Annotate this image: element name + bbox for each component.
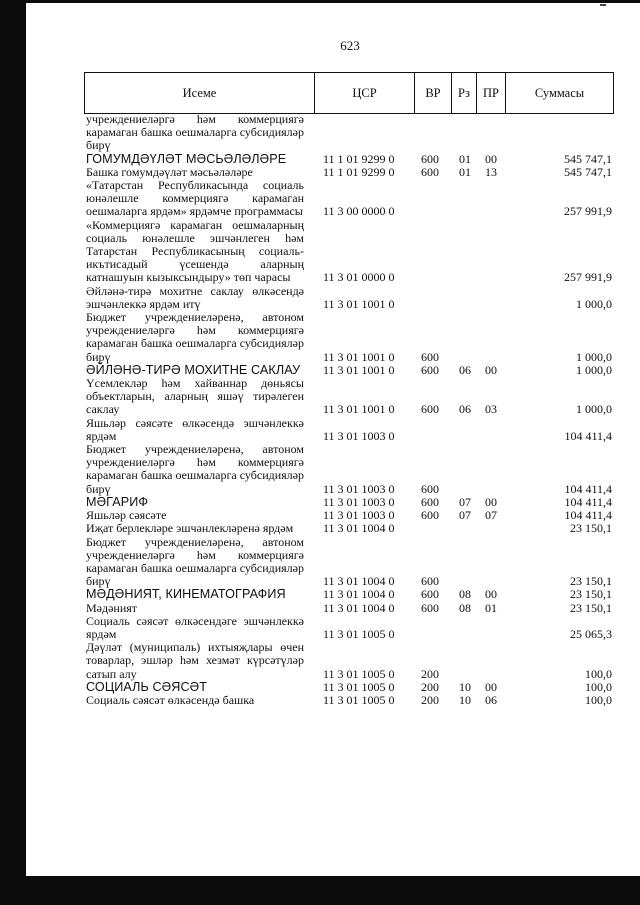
row-sum: 23 150,1 [570, 587, 612, 602]
row-sum: 545 747,1 [564, 164, 612, 179]
table-row [86, 311, 614, 364]
table-row [86, 522, 614, 535]
row-sum: 1 000,0 [576, 296, 612, 311]
row-name: Бюджет учреждениеләренә, автоном учреждениеләргә һәм коммерциягә карамаган башка оешмаларга субсидияләр бирү [86, 534, 304, 589]
row-pr: 07 [485, 508, 497, 523]
header-csr: ЦСР [315, 73, 415, 113]
row-name: учреждениеләргә һәм коммерциягә карамаган башка оешмаларга субсидияләр бирү [86, 112, 304, 153]
row-name: Социаль сәясәт өлкәсендәге эшчәнлеккә ярдәм [86, 613, 304, 641]
table-row [86, 285, 614, 311]
table-row [86, 602, 614, 615]
row-sum: 257 991,9 [564, 270, 612, 285]
row-name: Иҗат берлекләре эшчәнлекләренә ярдәм [86, 521, 294, 536]
row-pr: 00 [485, 587, 497, 602]
row-sum: 23 150,1 [570, 521, 612, 536]
scan-top-border [26, 0, 640, 3]
row-sum: 25 065,3 [570, 626, 612, 641]
page-number: 623 [340, 38, 360, 53]
row-csr: 11 3 01 0000 0 [323, 270, 395, 285]
table-row [86, 377, 614, 417]
row-csr: 11 3 01 1003 0 [323, 428, 395, 443]
row-sum: 100,0 [585, 692, 612, 707]
row-name: ГОМУМДӘҮЛӘТ МӘСЬӘЛӘЛӘРЕ [86, 151, 287, 166]
row-vr: 600 [421, 494, 439, 509]
row-vr: 600 [421, 362, 439, 377]
row-rz: 07 [459, 494, 471, 509]
row-csr: 11 3 01 1001 0 [323, 349, 395, 364]
scan-mark [600, 4, 606, 6]
row-name: «Коммерциягә карамаган оешмаларның социаль юнәлешле эшчәнлеген һәм Татарстан Республикасының социаль-икътисадый үсешендә аларның катнашуын кызыксындыру» төп чарасы [86, 217, 304, 285]
row-sum: 104 411,4 [564, 481, 612, 496]
header-pr: ПР [477, 73, 506, 113]
row-name: Яшьләр сәясәте [86, 508, 167, 523]
row-vr: 600 [421, 481, 439, 496]
row-sum: 104 411,4 [564, 494, 612, 509]
row-name: МӘДӘНИЯТ, КИНЕМАТОГРАФИЯ [86, 587, 286, 602]
row-vr: 200 [421, 679, 439, 694]
scan-left-border [0, 0, 26, 905]
row-csr: 11 3 01 1005 0 [323, 626, 395, 641]
row-csr: 11 3 01 1001 0 [323, 296, 395, 311]
row-csr: 11 3 01 1005 0 [323, 692, 395, 707]
row-vr: 600 [421, 574, 439, 589]
row-vr: 600 [421, 349, 439, 364]
row-csr: 11 3 01 1001 0 [323, 362, 395, 377]
header-rz: Рз [452, 73, 477, 113]
row-name: Бюджет учреждениеләренә, автоном учреждениеләргә һәм коммерциягә карамаган башка оешмаларга субсидияләр бирү [86, 310, 304, 364]
row-vr: 600 [421, 164, 439, 179]
row-pr: 13 [485, 164, 497, 179]
row-sum: 100,0 [585, 666, 612, 681]
header-vr: ВР [415, 73, 452, 113]
row-sum: 1 000,0 [576, 349, 612, 364]
table-row [86, 179, 614, 219]
table-row [86, 153, 614, 166]
table-row [86, 694, 614, 707]
table-row [86, 641, 614, 681]
row-csr: 11 3 01 1003 0 [323, 494, 395, 509]
row-name: «Татарстан Республикасында социаль юнәлешле коммерциягә карамаган оешмаларга ярдәм» ярдәмче программасы [86, 178, 304, 219]
row-rz: 07 [459, 508, 471, 523]
row-pr: 00 [485, 679, 497, 694]
row-csr: 11 3 01 1003 0 [323, 481, 395, 496]
row-pr: 00 [485, 494, 497, 509]
row-csr: 11 3 01 1003 0 [323, 508, 395, 523]
row-csr: 11 3 01 1004 0 [323, 600, 395, 615]
row-csr: 11 3 00 0000 0 [323, 204, 395, 219]
row-name: Социаль сәясәт өлкәсендә башка [86, 692, 255, 707]
row-csr: 11 3 01 1001 0 [323, 402, 395, 417]
header-sum: Суммасы [534, 85, 585, 100]
scan-bottom-border [0, 876, 640, 905]
row-name: СОЦИАЛЬ СӘЯСӘТ [86, 679, 208, 694]
row-pr: 06 [485, 692, 497, 707]
row-vr: 600 [421, 587, 439, 602]
row-pr: 03 [485, 402, 497, 417]
row-csr: 11 1 01 9299 0 [323, 151, 395, 166]
row-rz: 01 [459, 151, 471, 166]
row-name: ӘЙЛӘНӘ-ТИРӘ МОХИТНЕ САКЛАУ [86, 362, 301, 377]
row-sum: 545 747,1 [564, 151, 612, 166]
row-sum: 1 000,0 [576, 362, 612, 377]
row-rz: 01 [459, 164, 471, 179]
row-sum: 23 150,1 [570, 600, 612, 615]
row-name: Бюджет учреждениеләренә, автоном учреждениеләргә һәм коммерциягә карамаган башка оешмаларга субсидияләр бирү [86, 442, 304, 496]
header-name: Исеме [85, 73, 315, 113]
row-vr: 200 [421, 692, 439, 707]
row-csr: 11 3 01 1005 0 [323, 666, 395, 681]
row-pr: 00 [485, 362, 497, 377]
table-row [86, 588, 614, 601]
row-vr: 600 [421, 600, 439, 615]
row-sum: 23 150,1 [570, 574, 612, 589]
table-row [86, 113, 614, 153]
row-csr: 11 1 01 9299 0 [323, 164, 395, 179]
table-row [86, 615, 614, 641]
row-rz: 08 [459, 587, 471, 602]
row-name: Яшьләр сәясәте өлкәсендә эшчәнлеккә ярдәм [86, 415, 304, 443]
row-pr: 01 [485, 600, 497, 615]
row-name: Дәүләт (муниципаль) ихтыяҗлары өчен товарлар, эшләр һәм хезмәт күрсәтүләр сатып алу [86, 640, 304, 681]
row-csr: 11 3 01 1004 0 [323, 574, 395, 589]
table-row [86, 443, 614, 496]
row-rz: 06 [459, 402, 471, 417]
row-vr: 200 [421, 666, 439, 681]
table-body [86, 113, 614, 707]
row-rz: 10 [459, 692, 471, 707]
row-name: Әйләнә-тирә мохитне саклау өлкәсендә эшчәнлеккә ярдәм итү [86, 283, 304, 311]
table-header [84, 72, 614, 114]
row-rz: 06 [459, 362, 471, 377]
row-sum: 104 411,4 [564, 508, 612, 523]
row-rz: 08 [459, 600, 471, 615]
row-vr: 600 [421, 508, 439, 523]
table-row [86, 681, 614, 694]
row-csr: 11 3 01 1005 0 [323, 679, 395, 694]
row-sum: 100,0 [585, 679, 612, 694]
row-name: Мәдәният [86, 600, 138, 615]
row-sum: 257 991,9 [564, 204, 612, 219]
row-sum: 1 000,0 [576, 402, 612, 417]
row-name: МӘГАРИФ [86, 494, 149, 509]
row-vr: 600 [421, 151, 439, 166]
table-row [86, 536, 614, 589]
row-sum: 104 411,4 [564, 428, 612, 443]
row-name: Үсемлекләр һәм хайваннар дөньясы объектларын, аларның яшәү тирәлеген саклау [86, 376, 304, 417]
row-csr: 11 3 01 1004 0 [323, 521, 395, 536]
row-name: Башка гомумдәүләт мәсьәләләре [86, 164, 253, 179]
row-rz: 10 [459, 679, 471, 694]
table-row [86, 219, 614, 285]
row-vr: 600 [421, 402, 439, 417]
row-csr: 11 3 01 1004 0 [323, 587, 395, 602]
row-pr: 00 [485, 151, 497, 166]
table-row [86, 417, 614, 443]
